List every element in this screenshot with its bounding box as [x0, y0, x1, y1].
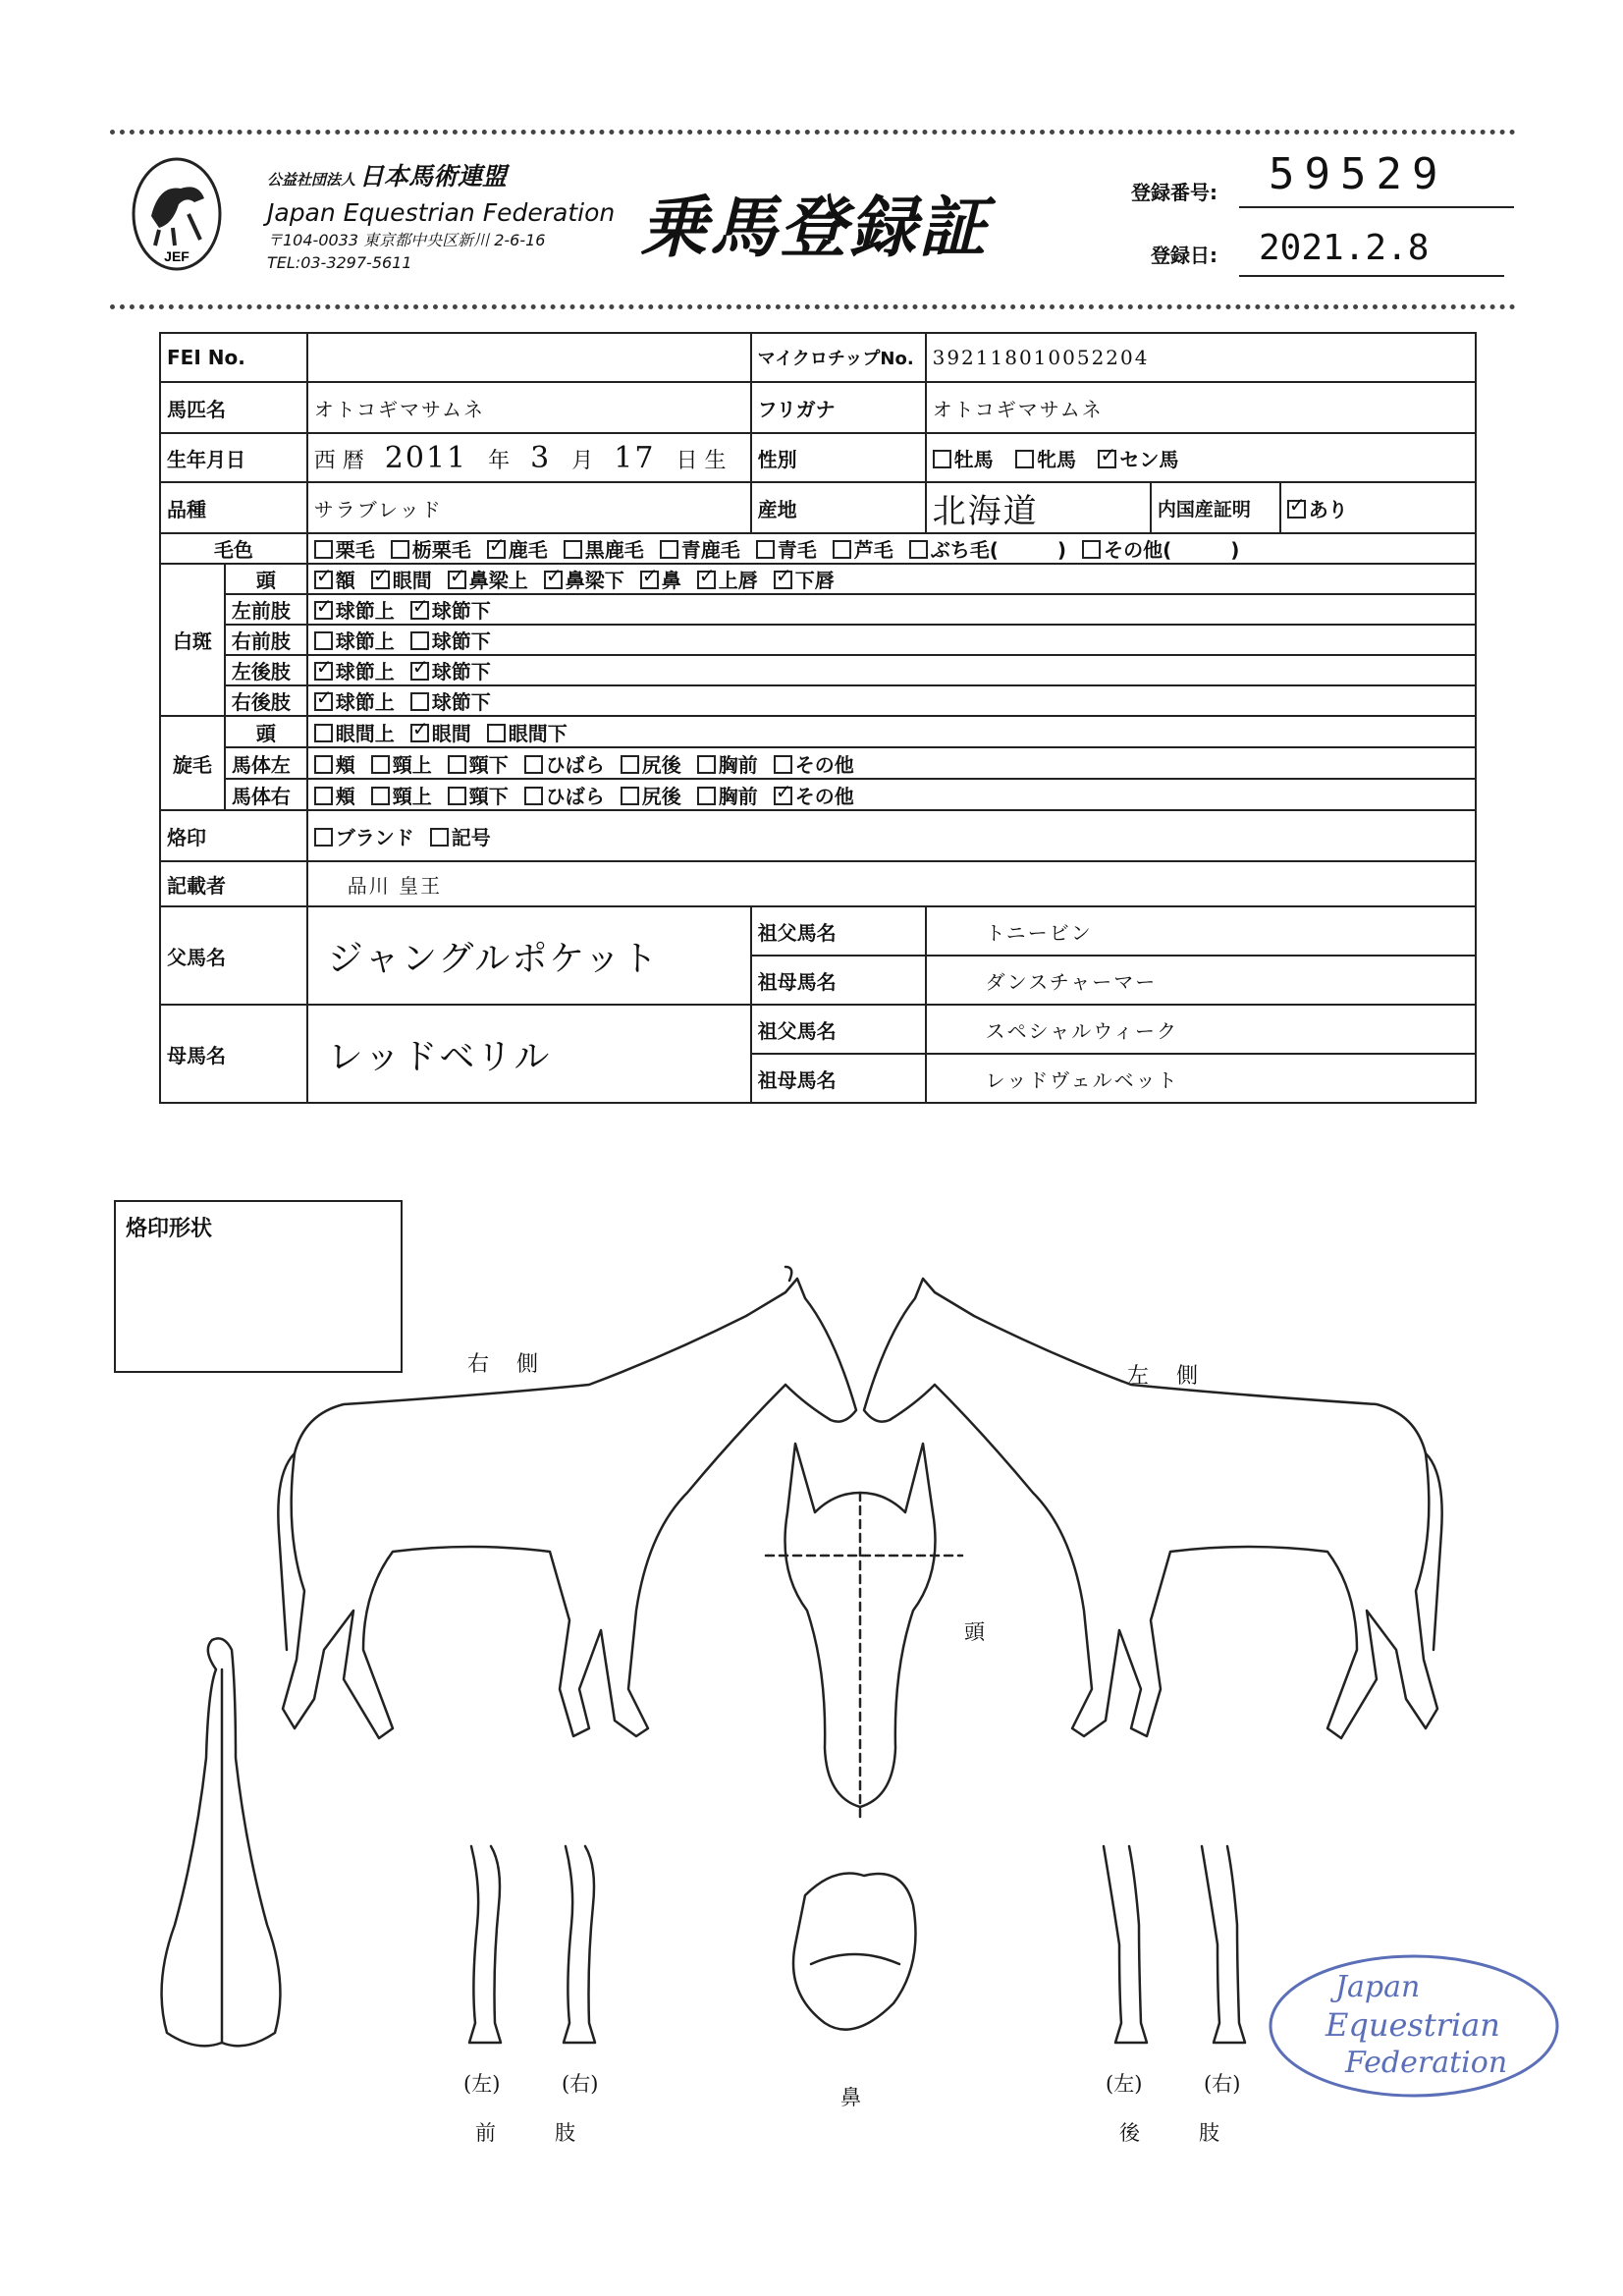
checkbox-label: 頸上: [392, 752, 432, 777]
sex-option: セン馬: [1119, 447, 1179, 471]
checkbox-label: その他( ): [1104, 538, 1240, 562]
chip-label: マイクロチップNo.: [751, 333, 926, 382]
sire-gsire-label: 祖父馬名: [751, 906, 926, 956]
sex-option: 牡馬: [953, 447, 994, 471]
writer-label: 記載者: [160, 861, 307, 906]
whorl-head-label: 頭: [225, 716, 307, 747]
fore-legs-label: 前肢: [475, 2121, 634, 2145]
reg-date-label: 登録日:: [1151, 244, 1217, 267]
checkbox-label: 眼間上: [335, 721, 395, 745]
chip-value: 392118010052204: [926, 333, 1476, 382]
hind-legs-outline: [1104, 1846, 1245, 2043]
checkbox-label: 下唇: [794, 569, 835, 592]
lh-label: 左後肢: [225, 655, 307, 685]
sire-gdam-value: ダンスチャーマー: [926, 956, 1476, 1005]
origin-value: 北海道: [926, 482, 1151, 533]
checkbox-label: 球節下: [431, 599, 491, 623]
hind-legs-label: 後肢: [1119, 2121, 1278, 2145]
horse-left-side-outline: [864, 1279, 1442, 1738]
checkbox-label: 記号: [451, 825, 491, 849]
checkbox-label: 球節上: [335, 660, 395, 683]
org-name-en: Japan Equestrian Federation: [267, 198, 616, 227]
reg-no-label: 登録番号:: [1131, 181, 1217, 204]
fore-legs-outline: [469, 1846, 595, 2043]
sire-value: ジャングルポケット: [307, 906, 751, 1005]
birth-year: 2011: [384, 440, 468, 475]
fore-left-label: (左): [463, 2072, 501, 2096]
checkbox-label: 頬: [335, 752, 355, 777]
checkbox-label: ぶち毛( ): [930, 538, 1067, 562]
reg-date-value: 2021.2.8: [1239, 228, 1504, 277]
sex-option: 牝馬: [1036, 447, 1076, 471]
checkbox-label: 球節下: [431, 629, 491, 653]
checkbox-label: ブランド: [335, 825, 414, 849]
jef-stamp: [1267, 1952, 1561, 2100]
rh-label: 右後肢: [225, 685, 307, 716]
checkbox-label: 鹿毛: [508, 538, 548, 562]
checkbox-label: 上唇: [718, 569, 758, 592]
whorl-label: 旋毛: [160, 716, 225, 810]
checkbox-label: 球節下: [431, 660, 491, 683]
checkbox-label: 青毛: [777, 538, 817, 562]
furigana-label: フリガナ: [751, 382, 926, 433]
head-label: 頭: [225, 564, 307, 594]
name-value: オトコギマサムネ: [307, 382, 751, 433]
stamp-line1: Japan: [1335, 1970, 1421, 2004]
checkbox-label: 眼間下: [508, 721, 568, 745]
horse-top-view-outline: [162, 1638, 281, 2046]
document-title: 乗馬登録証: [640, 190, 990, 267]
horse-nose-outline: [793, 1874, 916, 2030]
checkbox-label: 頸下: [468, 784, 509, 808]
checkbox-label: 頸下: [468, 752, 509, 777]
breed-value: サラブレッド: [307, 482, 751, 533]
hind-right-label: (右): [1204, 2072, 1241, 2096]
horse-head-front-outline: [766, 1444, 962, 1817]
checkbox-label: 栃栗毛: [411, 538, 471, 562]
hind-left-label: (左): [1106, 2072, 1143, 2096]
checkbox-label: 頬: [335, 784, 355, 808]
org-address: 〒104-0033 東京都中央区新川 2-6-16: [267, 231, 546, 249]
writer-value: 品川 皇王: [307, 861, 1476, 906]
dam-label: 母馬名: [160, 1005, 307, 1103]
right-side-label: 右側: [467, 1352, 567, 1377]
checkbox-label: ひばら: [545, 784, 605, 808]
checkbox-label: 眼間: [392, 569, 432, 592]
checkbox-label: 尻後: [641, 784, 681, 808]
checkbox-label: 球節上: [335, 599, 395, 623]
checkbox-label: 球節上: [335, 690, 395, 714]
cert-option-label: あり: [1308, 497, 1348, 521]
body-right-label: 馬体右: [225, 779, 307, 810]
org-tel: TEL:03-3297-5611: [267, 253, 412, 272]
checkbox-label: 青鹿毛: [680, 538, 740, 562]
checkbox-label: 胸前: [718, 784, 758, 808]
birth-month-unit: 月: [571, 448, 594, 473]
left-side-label: 左側: [1127, 1364, 1226, 1389]
stamp-line3: Federation: [1345, 2046, 1508, 2080]
fei-label: FEI No.: [160, 333, 307, 382]
rf-label: 右前肢: [225, 625, 307, 655]
checkbox-label: 尻後: [641, 752, 681, 777]
sire-gsire-value: トニービン: [926, 906, 1476, 956]
lf-label: 左前肢: [225, 594, 307, 625]
sire-gdam-label: 祖母馬名: [751, 956, 926, 1005]
checkbox-label: 球節上: [335, 629, 395, 653]
body-left-label: 馬体左: [225, 747, 307, 779]
checkbox-label: 芦毛: [853, 538, 893, 562]
jef-logo-text: JEF: [164, 248, 189, 264]
furigana-value: オトコギマサムネ: [926, 382, 1476, 433]
birth-label: 生年月日: [160, 433, 307, 482]
checkbox-label: ひばら: [545, 752, 605, 777]
nose-diagram-label: 鼻: [840, 2086, 861, 2109]
sex-label: 性別: [751, 433, 926, 482]
birth-day: 17: [614, 440, 656, 475]
org-type: 公益社団法人: [267, 171, 356, 189]
breed-label: 品種: [160, 482, 307, 533]
horse-right-side-outline: [278, 1267, 856, 1738]
brand-label: 烙印: [160, 810, 307, 861]
checkbox-label: その他: [794, 752, 854, 777]
birth-year-unit: 年: [488, 448, 511, 473]
checkbox-label: 球節下: [431, 690, 491, 714]
dam-gsire-value: スペシャルウィーク: [926, 1005, 1476, 1054]
checkbox-label: 胸前: [718, 752, 758, 777]
checkbox-label: 鼻梁上: [468, 569, 528, 592]
dam-gdam-value: レッドヴェルベット: [926, 1054, 1476, 1103]
dam-gsire-label: 祖父馬名: [751, 1005, 926, 1054]
white-marks-label: 白斑: [160, 564, 225, 716]
dam-gdam-label: 祖母馬名: [751, 1054, 926, 1103]
org-name-jp: 日本馬術連盟: [359, 162, 508, 191]
origin-label: 産地: [751, 482, 926, 533]
reg-no-value: 59529: [1239, 149, 1514, 208]
dam-value: レッドベリル: [307, 1005, 751, 1103]
checkbox-label: 頸上: [392, 784, 432, 808]
checkbox-label: その他: [794, 784, 854, 808]
birth-day-unit: 日 生: [676, 448, 727, 473]
name-label: 馬匹名: [160, 382, 307, 433]
sire-label: 父馬名: [160, 906, 307, 1005]
brand-shape-label: 烙印形状: [126, 1217, 213, 1241]
checkbox-label: 眼間: [431, 721, 471, 745]
checkbox-label: 額: [335, 569, 355, 592]
stamp-line2: Equestrian: [1325, 2006, 1500, 2044]
checkbox-label: 黒鹿毛: [584, 538, 644, 562]
color-label: 毛色: [160, 533, 307, 564]
checkbox-label: 栗毛: [335, 538, 375, 562]
head-diagram-label: 頭: [964, 1620, 985, 1644]
fore-right-label: (右): [562, 2072, 599, 2096]
checkbox-label: 鼻: [661, 569, 681, 592]
checkbox-label: 鼻梁下: [565, 569, 624, 592]
cert-label: 内国産証明: [1151, 482, 1280, 533]
birth-month: 3: [530, 440, 552, 475]
birth-era: 西 暦: [313, 448, 364, 473]
